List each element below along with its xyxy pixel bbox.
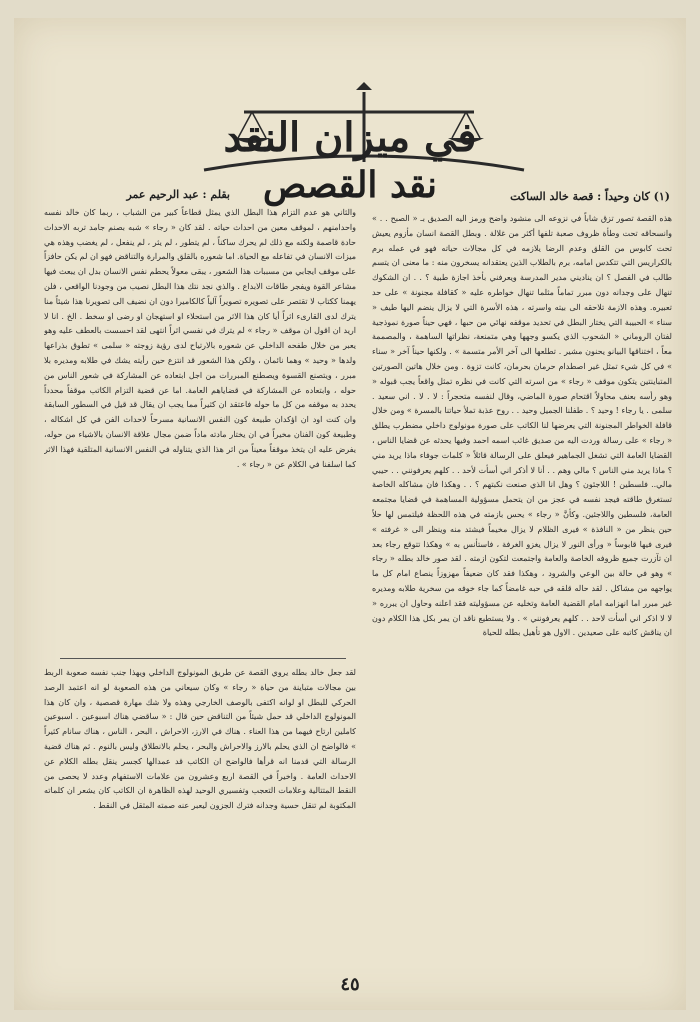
section-divider [60, 658, 346, 659]
series-title: في ميزان النقد [223, 114, 477, 161]
article-title: نقد القصص [262, 164, 438, 206]
page-number: ٤٥ [340, 974, 360, 995]
magazine-page [14, 18, 686, 1010]
section-heading: (١) كان وحيداً : قصة خالد الساكت [510, 190, 670, 203]
right-column-text: هذه القصة تصور تزق شاباً في نزوعه الى منشود واضح ورمز اليه الصديق بـ « الصبح . . » وانسحاقه تحت وطأة ظروف صعبة تلفها أكثر من غلالة . وبطل القصة انسان مأزوم يعيش تحت كابوس من القلق وعدم الرضا يلازمه في كل مجالات حياته فهو في عمله برم بالكراريس التي تتكدس امامه، برم بالطلاب الذين يعتقدانه يسخرون منه : ما معنى ان يتسم طالب في الفصل ؟ ان يناديني مدير المدرسة ويعرفني بأخذ اجازة طبية ؟ . . ان الشكوك تنهال على وجدانه دون مبرر تماماً مثلما تنهال خواطره عليه « كقافلة مجنونة » على حد تعبيره. وهذه الازمة تلاحقه الى بيته واسرته ، هذه الأسرة التي لا يزال ينضم اليها طيف « سناء » الحبيبة التي يختار البطل في تحديد موقفه نهائي من حبها ، فهي حيناً صورة نموذجية لفتان الروماني « الشحوب الذي يكسو وجهها وهي متمنعة، نظراتها الساهمة ، والمصممة معاً ، اختناقها البيانو يحنون مشير . تطلعها الى آخر الأمر متسمة » . ولكنها حيناً آخر « سناء » في كل شيء تمثل غير اصطدام حرمان بحرمان، كانت تزوة . ومن خلال هاتين الصورتين المتباينتين يتكون موقف « رجاء » من اسرته التي كانت في نظره تمثل واقعاً يجب قبوله « وهو رأسه بعنف محاولاً اقتحام صورة الماضي، وقال لنفسه متحجراً : لا . لا . اني سعيد . سلمى . يا رجاء ! وحيد ؟ . طفلنا الجميل وحيد . . روح عذبة تملأ حياتنا بالمسرة » ومن خلال قافلة الخواطر المجنونة التي يعرضها لنا الكاتب على صورة مونولوج داخلي مضطرب يطلق « رجاء » على رسالة وردت اليه من صديق غائب اسمه احمد وفيها يحدثه عن قضايا الناس ، القضايا العامة التي تشغل الجماهير فيعلق على الرسالة قائلاً « كلمات جوفاء ماذا يريد مني ؟ ماذا يريد مني الناس ؟ مالي وهم . . أنا لا أذكر اني أسأت لأحد . . كلهم يعرفونني . . حيبي مالي.. فلسطين ! اللاجئون ؟ وهل انا الذي صنعت نكبتهم ؟ . . وهكذا فان مشاكله الخاصة تستغرق طاقته فيجد نفسه في عجز من ان يتحمل مسؤولية المساهمة في قضايا مجتمعه العامة، فلسطين واللاجئين. وكأنَّ « رجاء » يحس بازمته في هذه اللحظة فيلتمس لها حلاً حين ينظر من « النافذة » فيرى الظلام لا يزال مخيماً فيشتد منه وينظر الى « غرفته » فيرى فيها قابوساً « ورأى النور لا يزال يغزو الغرفة ، فاستأنس به » وهكذا تتوقع رجاء بعد ان تآزرت جميع ظروفه الخاصة والعامة واجتمعت لتكون ازمته . لقد صور خالد بطله « رجاء » وهو في حالة بين الوعي والشرود ، وهكذا فقد كان ضعيفاً مهزوزاً ينصاع امام كل ما يواجهه من مشاكل . لقد حاله قلقه في حبه غامضاً كما جاء خوفه من سخرية طلابه ومديره غير مبرر اما انهزامه امام القضية العامة وتخليه عن مسؤوليته فقد اعلنه وحاول ان يبرره « لا لا اذكر اني أسأت لاحد . . كلهم يعرفونني » . ولا يستطيع ناقد ان يمر بكل هذا الكلام دون ان يناقش كاتبه على صعيدين . الاول هو تأهيل بطله للحياة [372, 214, 672, 638]
byline: بقلم : عبد الرحيم عمر [126, 188, 230, 201]
right-column [372, 212, 672, 958]
left-column-text: والثاني هو عدم التزام هذا البطل الذي يمثل قطاعاً كبير من الشباب ، ربما كان خالد نفسه واحدامنهم ، لموقف معين من احداث حياته . لقد كان « رجاء » شبه بصنم جامد تربه الاحداث حادة قاصمة ولكنه مع ذلك لم يحرك ساكناً ، لم يتطور ، لم يثر ، لم ينفعل ، لم يغضب وهذه هي ميزات الانسان في تفاعله مع الحياة. اما شعوره بالقلق والمرارة والتناقض فهو ان لم يكن حافزاً على موقف ايجابي من مسببات هذا الشعور ، يبقى معولاً يحطم نفس الانسان بدل ان يبعث فيها مشاعر القوة ويفجر طاقات الابداع . والذي نجد نتك هذا البطل نصيب من وجودنا الواقعي ، فلن يهمنا ككتاب لا تقتصر على تصويره تصويراً آلياً كالكاميرا دون ان نضيف الى تصويرنا هذا شيئاً منا يترك لدى القارىء اثراً أيا كان هذا الاثر من استحلاء او استهجان او رضى او سخط . الخ . انا لا اريد ان اقول ان موقف « رجاء » لم يترك في نفسي اثراً انتهى لقد احسست بالعطف عليه وهو يعبر من خلال طفحه الداخلي عن شعوره بالارتياح لدى رؤية زوجته « سلمى » تطوق بذراعها ولدها « وحيد » وهما نائمان ، ولكن هذا الشعور قد انتزع حين رأيته يشك في طلابه ومديره بلا مبرر ، ويتصنع القسوة ويصطنع المبررات من اجل ابتعاده عن المشاركة في شعور الناس من حوله ، وابتعاده عن المشاركة في قضاياهم العامة. اما عن قضية التزام الكاتب موقفاً محدداً يحدد به موقفه من كل ما حوله فاعتقد ان كثيراً مما يجب ان يقال قد قيل في السطور السابقة وان كنت اود ان اؤكدان طبيعة كون النفس الانسانية مسرحاً لاحداث الفن في كل اشكاله ، وطبيعة كون الفنان مخيراً في ان يختار مادته ماداً ضمن مجال علاقة الانسان بالاشياء من حوله، يفرض عليه ان يتخذ موقفاً معيناً من اثر هذا الذي يتناوله في النفس الانسانية المتلقية فهذا الاثر كما اسلفنا في الكلام عن « رجاء » . [44, 208, 356, 469]
left-column-text-2: لقد جعل خالد بطله يروي القصة عن طريق المونولوج الداخلي ويهذا جنب نفسه صعوبة الربط بين مجالات متباينة من حياة « رجاء » وكان سيعاني من هذه الصعوبة لو انه اعتمد الرصد الحركي للبطل او لوانه اكتفى بالوصف الخارجي وهذه ولا شك مهارة قصصية ، وان كان هذا المونولوج الداخلي قد حمل شيئاً من التناقض حين قال : « ساقضي هناك اسبوعين . اسبوعين كاملين ارتاح فيهما من هذا العناء . هناك في الارز، الاحراش ، البحر ، الناس ، هناك سانام كثيراً » فالواضح ان الذي يحلم بالارز والاحراش والبحر ، يحلم بالانطلاق وليس بالنوم . ثم هناك قضية الرسالة التي قدمنا انه قرأها فالواضح ان الكاتب قد عمدالها كجسر ينقل بطله الكلام عن الاحداث العامة . واخيراً في القصة اربع وعشرون من علامات الاستفهام وعدد لا يحصى من النقط المتتالية وعلامات التعجب وتفسيري الوحيد لهذه الظاهرة ان الكاتب كان يشعر ان كلماته المكتوبة لم تنقل حسية وجدانه فترك الجزون ليعبر عنه صمته المثقل في النقط . [44, 668, 356, 811]
left-column-continued [44, 666, 356, 962]
left-column [44, 206, 356, 652]
